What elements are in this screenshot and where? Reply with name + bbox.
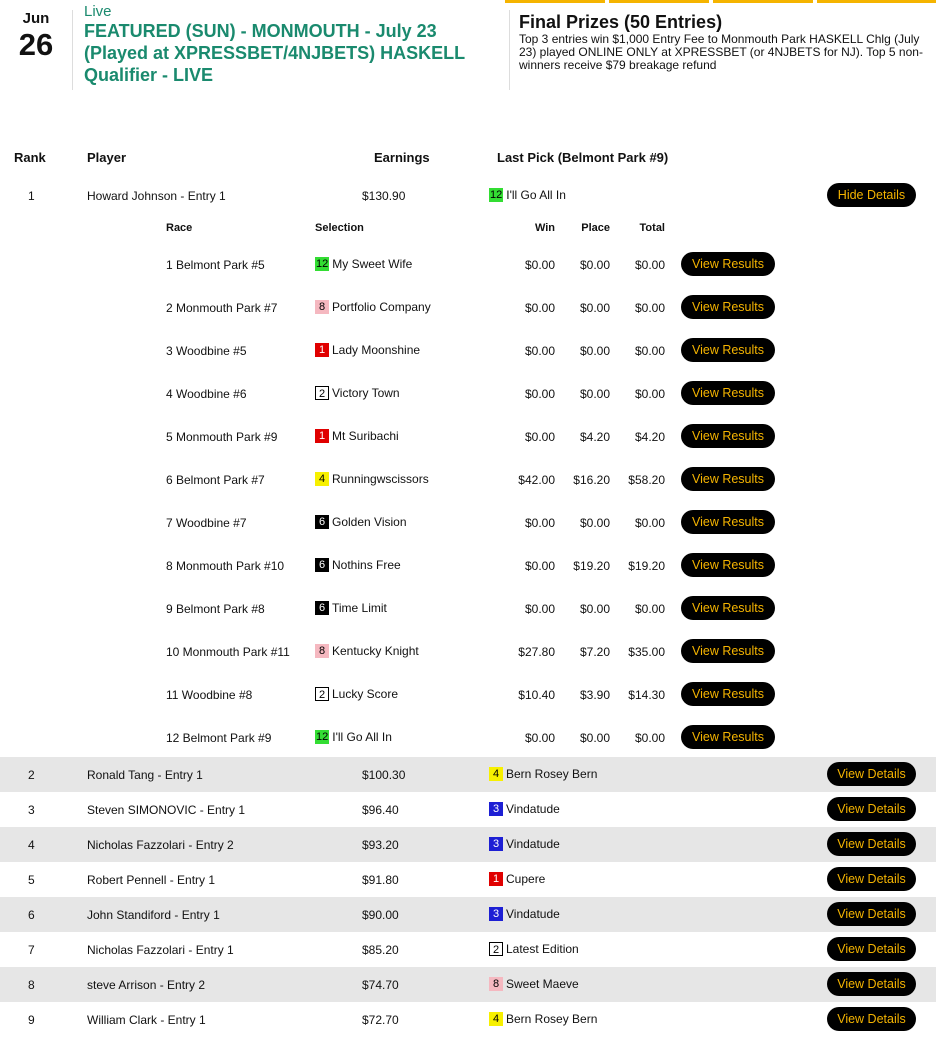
leaderboard-header [0,144,936,172]
detail-row [0,372,936,415]
horse-name: Golden Vision [332,515,407,529]
view-details-button[interactable]: View Details [827,1007,916,1031]
detail-race: 5 Monmouth Park #9 [166,430,278,444]
row-rank: 3 [28,803,35,817]
post-number-badge: 4 [315,472,329,486]
row-rank: 6 [28,908,35,922]
contest-header [0,0,936,110]
row-earnings: $74.70 [362,978,399,992]
col-earnings: Earnings [374,150,430,165]
row-rank: 4 [28,838,35,852]
post-number-badge: 1 [315,429,329,443]
row-last-pick [489,188,566,202]
detail-total: $0.00 [634,344,665,358]
post-number-badge: 3 [489,907,503,921]
post-number-badge: 1 [489,872,503,886]
row-last-pick [489,837,560,851]
details-col-total: Total [639,222,665,234]
horse-name: Latest Edition [506,942,579,956]
row-earnings: $90.00 [362,908,399,922]
detail-row [0,673,936,716]
detail-race: 2 Monmouth Park #7 [166,301,278,315]
leaderboard-row [0,897,936,932]
contest-date [10,10,62,62]
view-results-button[interactable]: View Results [681,596,775,620]
detail-selection [315,429,399,443]
detail-total: $19.20 [628,559,665,573]
detail-row [0,716,936,759]
detail-race: 4 Woodbine #6 [166,387,247,401]
live-label: Live [84,3,112,20]
post-number-badge: 4 [489,1012,503,1026]
detail-selection [315,300,431,314]
horse-name: I'll Go All In [332,730,392,744]
detail-win: $0.00 [524,731,555,745]
row-rank: 9 [28,1013,35,1027]
view-details-button[interactable]: View Details [827,797,916,821]
view-results-button[interactable]: View Results [681,252,775,276]
horse-name: Lucky Score [332,687,399,701]
horse-name: Lady Moonshine [332,343,421,357]
detail-row [0,458,936,501]
view-results-button[interactable]: View Results [681,467,775,491]
detail-row [0,501,936,544]
view-results-button[interactable]: View Results [681,553,775,577]
row-earnings: $100.30 [362,768,406,782]
view-results-button[interactable]: View Results [681,338,775,362]
detail-win: $0.00 [524,516,555,530]
details-col-race: Race [166,222,193,234]
leaderboard-row [0,932,936,967]
horse-name: Runningwscissors [332,472,429,486]
view-results-button[interactable]: View Results [681,424,775,448]
col-player: Player [87,150,127,165]
detail-selection [315,257,412,271]
horse-name: Portfolio Company [332,300,431,314]
row-player: Howard Johnson - Entry 1 [87,189,226,203]
leaderboard-row [0,757,936,792]
horse-name: My Sweet Wife [332,257,413,271]
detail-selection [315,601,387,615]
detail-place: $0.00 [579,301,610,315]
detail-place: $7.20 [579,645,610,659]
leaderboard-row [0,862,936,897]
view-details-button[interactable]: View Details [827,902,916,926]
detail-total: $58.20 [628,473,665,487]
detail-race: 11 Woodbine #8 [166,688,253,702]
divider [72,10,73,90]
post-number-badge: 2 [315,687,329,701]
detail-race: 7 Woodbine #7 [166,516,247,530]
detail-win: $0.00 [524,559,555,573]
row-player: Nicholas Fazzolari - Entry 1 [87,943,234,957]
row-earnings: $96.40 [362,803,399,817]
detail-total: $0.00 [634,387,665,401]
post-number-badge: 6 [315,515,329,529]
detail-total: $0.00 [634,301,665,315]
detail-race: 1 Belmont Park #5 [166,258,265,272]
prizes-title: Final Prizes (50 Entries) [519,12,723,32]
post-number-badge: 6 [315,601,329,615]
post-number-badge: 8 [315,300,329,314]
view-details-button[interactable]: View Details [827,762,916,786]
post-number-badge: 8 [315,644,329,658]
row-rank: 5 [28,873,35,887]
detail-row [0,415,936,458]
detail-race: 3 Woodbine #5 [166,344,247,358]
view-results-button[interactable]: View Results [681,725,775,749]
post-number-badge: 12 [490,189,503,201]
detail-win: $0.00 [524,258,555,272]
horse-name: Victory Town [332,386,400,400]
horse-name: Vindatude [506,907,560,921]
detail-row [0,243,936,286]
view-results-button[interactable]: View Results [681,510,775,534]
horse-name: Cupere [506,872,546,886]
view-results-button[interactable]: View Results [681,381,775,405]
detail-race: 12 Belmont Park #9 [166,731,272,745]
horse-name: Nothins Free [332,558,401,572]
detail-race: 9 Belmont Park #8 [166,602,265,616]
view-details-button[interactable]: View Details [827,972,916,996]
row-last-pick [489,907,560,921]
detail-total: $4.20 [634,430,665,444]
detail-race: 6 Belmont Park #7 [166,473,265,487]
row-last-pick [489,767,597,781]
horse-name: Bern Rosey Bern [506,767,598,781]
detail-place: $0.00 [579,602,610,616]
contest-title-block [84,3,504,86]
detail-win: $0.00 [524,602,555,616]
post-number-badge: 12 [316,731,329,743]
divider [509,10,510,90]
horse-name: Kentucky Knight [332,644,419,658]
post-number-badge: 4 [489,767,503,781]
detail-place: $16.20 [573,473,610,487]
view-results-button[interactable]: View Results [681,682,775,706]
detail-selection [315,343,420,357]
row-last-pick [489,1012,597,1026]
row-last-pick [489,872,545,886]
detail-race: 8 Monmouth Park #10 [166,559,285,573]
hide-details-button[interactable]: Hide Details [827,183,916,207]
row-rank: 2 [28,768,35,782]
detail-win: $0.00 [524,344,555,358]
detail-place: $0.00 [579,258,610,272]
contest-title: FEATURED (SUN) - MONMOUTH - July 23 (Played at XPRESSBET/4NJBETS) HASKELL Qualifier - LIVE [84,21,465,85]
row-earnings: $85.20 [362,943,399,957]
detail-selection [315,730,392,744]
detail-race: 10 Monmouth Park #11 [166,645,290,659]
detail-win: $27.80 [518,645,555,659]
detail-selection [315,687,398,701]
detail-row [0,630,936,673]
post-number-badge: 3 [489,802,503,816]
post-number-badge: 3 [489,837,503,851]
date-day: 26 [18,27,54,62]
detail-place: $0.00 [579,731,610,745]
row-rank: 7 [28,943,35,957]
detail-selection [315,558,401,572]
row-rank: 1 [28,189,35,203]
row-player: steve Arrison - Entry 2 [87,978,206,992]
details-col-place: Place [581,222,610,234]
date-month: Jun [22,10,50,27]
post-number-badge: 12 [316,258,329,270]
detail-row [0,587,936,630]
row-player: Robert Pennell - Entry 1 [87,873,216,887]
detail-total: $35.00 [628,645,665,659]
row-player: William Clark - Entry 1 [87,1013,206,1027]
horse-name: Vindatude [506,802,560,816]
leaderboard-row [0,178,936,213]
row-earnings: $72.70 [362,1013,399,1027]
prizes-block [519,12,929,72]
detail-selection [315,386,400,400]
horse-name: Mt Suribachi [332,429,399,443]
horse-name: Vindatude [506,837,560,851]
detail-win: $0.00 [524,387,555,401]
detail-win: $0.00 [524,301,555,315]
post-number-badge: 2 [315,386,329,400]
details-col-win: Win [534,222,555,234]
detail-selection [315,644,419,658]
post-number-badge: 8 [489,977,503,991]
detail-place: $4.20 [579,430,610,444]
row-player: John Standiford - Entry 1 [87,908,220,922]
row-last-pick [489,942,579,956]
detail-place: $0.00 [579,387,610,401]
horse-name: Bern Rosey Bern [506,1012,598,1026]
post-number-badge: 6 [315,558,329,572]
detail-selection [315,515,407,529]
view-details-button[interactable]: View Details [827,937,916,961]
detail-total: $0.00 [634,731,665,745]
row-earnings: $93.20 [362,838,399,852]
details-header [0,221,936,239]
post-number-badge: 1 [315,343,329,357]
row-last-pick [489,977,579,991]
row-player: Nicholas Fazzolari - Entry 2 [87,838,234,852]
details-col-selection: Selection [315,222,364,234]
post-number-badge: 2 [489,942,503,956]
detail-win: $42.00 [518,473,555,487]
detail-win: $10.40 [518,688,555,702]
view-details-button[interactable]: View Details [827,867,916,891]
horse-name: Time Limit [332,601,387,615]
detail-total: $14.30 [628,688,665,702]
detail-place: $19.20 [573,559,610,573]
detail-win: $0.00 [524,430,555,444]
detail-row [0,544,936,587]
row-last-pick [489,802,560,816]
detail-selection [315,472,429,486]
view-results-button[interactable]: View Results [681,295,775,319]
detail-place: $3.90 [579,688,610,702]
detail-row [0,286,936,329]
leaderboard-row [0,827,936,862]
detail-total: $0.00 [634,602,665,616]
view-details-button[interactable]: View Details [827,832,916,856]
row-earnings: $130.90 [362,189,406,203]
horse-name: I'll Go All In [506,188,566,202]
row-player: Ronald Tang - Entry 1 [87,768,203,782]
view-results-button[interactable]: View Results [681,639,775,663]
col-rank: Rank [14,150,46,165]
detail-place: $0.00 [579,344,610,358]
row-earnings: $91.80 [362,873,399,887]
prizes-text: Top 3 entries win $1,000 Entry Fee to Monmouth Park HASKELL Chlg (July 23) played ONLINE ONLY at XPRESSBET (or 4NJBETS for NJ). Top 5 non-winners receive $79 breakage refund [519,32,923,72]
leaderboard-row [0,967,936,1002]
leaderboard-row [0,1002,936,1037]
row-player: Steven SIMONOVIC - Entry 1 [87,803,246,817]
detail-total: $0.00 [634,258,665,272]
col-last-pick: Last Pick (Belmont Park #9) [497,150,669,165]
row-rank: 8 [28,978,35,992]
detail-place: $0.00 [579,516,610,530]
detail-row [0,329,936,372]
detail-total: $0.00 [634,516,665,530]
leaderboard-row [0,792,936,827]
horse-name: Sweet Maeve [506,977,579,991]
